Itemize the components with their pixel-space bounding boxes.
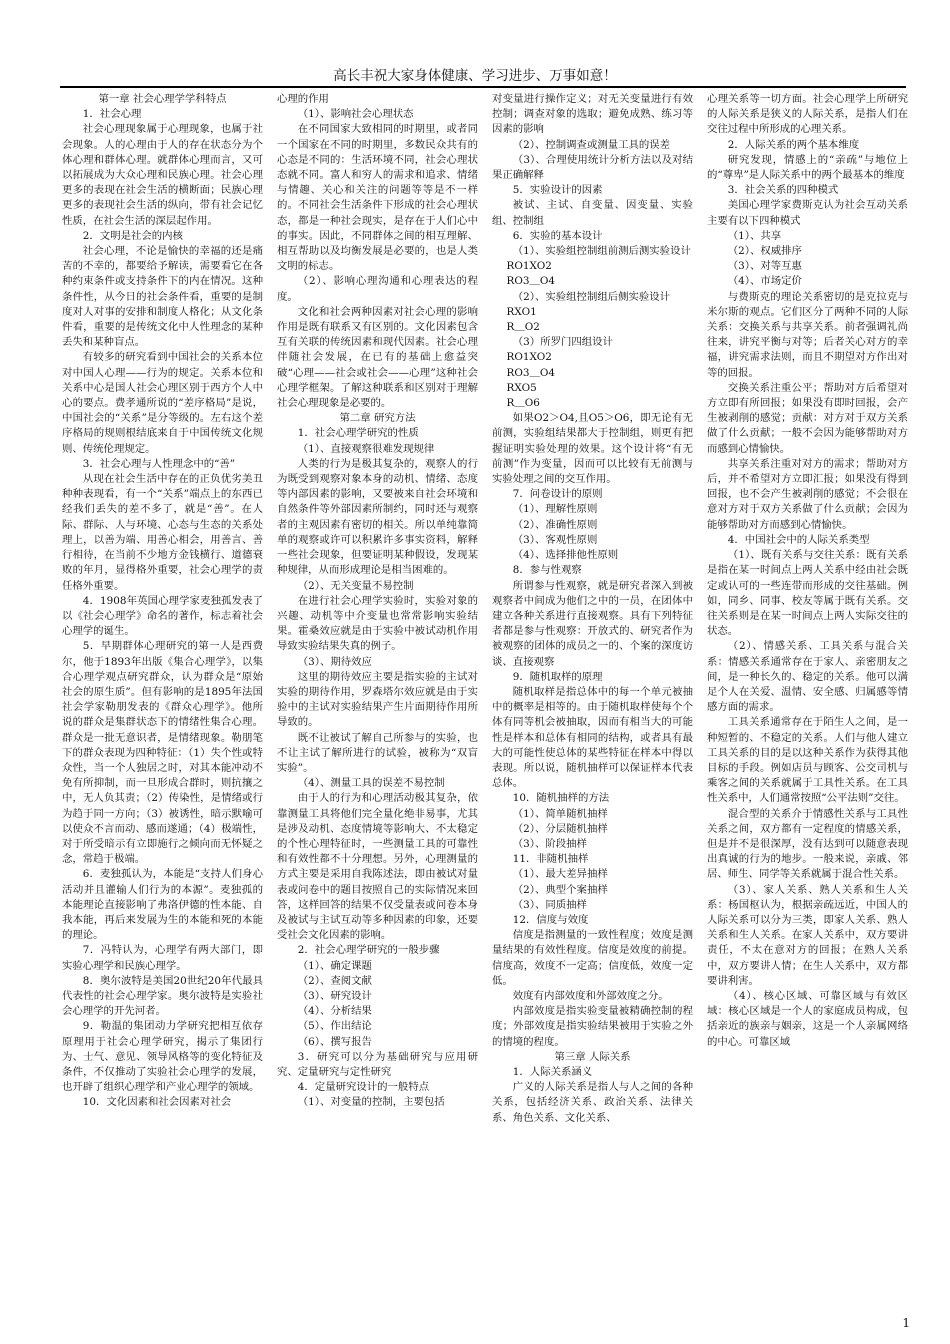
paragraph: （3）、合理使用统计分析方法以及对结果正确解释 [492,153,693,182]
paragraph: （3）、对等互惠 [727,260,802,273]
paragraph: （1）、对变量的控制，主要包括 [297,1096,445,1109]
paragraph: 1．社会心理学研究的性质 [297,427,419,440]
paragraph: 从现在社会生活中存在的正负优劣美丑种种表现看，有一个“关系”端点上的东西已经我们丢失的差不多了，就是“善”。在人际、群际、人与环境、心态与生态的关系处理上，以善为端、用善心相会，用善言、善行相待，在当前不少地方金钱横行、道德衰败的年月，显得格外重要，社会心理学的责任格外重要。 [62,473,263,592]
paragraph: 10．文化因素和社会因素对社会 [82,1096,232,1109]
paragraph: 2．人际关系的两个基本维度 [727,138,860,151]
chapter-heading: 第三章 人际关系 [554,1050,631,1063]
paragraph: R＿O6 [506,397,540,410]
paragraph: 所谓参与性观察，就是研究者深入到被观察者中间成为他们之中的一员，在团体中建立各种关系进行直接观察。具有下列特征者都是参与性观察：开放式的、研究者作为被观察的团体的成员之一的、个案的深度访谈、直接观察 [492,579,693,668]
paragraph: （2）、典型个案抽样 [512,883,608,896]
column-2 [277,92,478,1314]
paragraph: 心理的作用 [277,93,329,105]
paragraph: （3）、同质抽样 [512,898,587,911]
paragraph: 混合型的关系介于情感性关系与工具性关系之间，双方都有一定程度的情感关系，但是并不是很深厚，没有达到可以随意表现出真诚的行为的地步。一般来说，亲戚、邻居、师生、同学等关系就属于混合性关系。 [707,807,908,881]
paragraph: RO3＿O4 [506,275,556,288]
paragraph: （6）、撰写报告 [297,1035,372,1048]
paragraph: 美国心理学家费斯克认为社会互动关系主要有以下四种模式 [707,199,908,227]
paragraph: 既不让被试了解自己所参与的实验，也不让主试了解所进行的试验，被称为“双盲实验”。 [277,731,478,774]
paragraph: （3）、研究设计 [297,989,372,1002]
paragraph: （1）、确定课题 [297,959,372,972]
paragraph: （3）、阶段抽样 [512,837,587,850]
paragraph: （4）、选择排他性原则 [512,549,619,562]
paragraph: 心理关系等一切方面。社会心理学上所研究的人际关系是狭义的人际关系，是指人们在交往过程中所形成的心理关系。 [707,93,908,136]
paragraph: （4）、分析结果 [297,1005,372,1018]
paragraph: 1．社会心理 [82,108,142,121]
paragraph: 内部效度是指实验变量被精确控制的程度；外部效度是指实验结果被用于实验之外的情境的程度。 [492,1005,693,1048]
paragraph: 交换关系注重公平；帮助对方后希望对方立即有所回报；如果没有即时回报，会产生被剥削的感觉；贡献：对方对于双方关系做了什么贡献；一般不会因为能够帮助对方而感到心情愉快。 [707,381,908,455]
paragraph: 效度有内部效度和外部效度之分。 [512,989,669,1002]
paragraph: 被试、主试、自变量、因变量、实验组、控制组 [492,199,693,227]
paragraph: （3）、期待效应 [297,655,372,668]
paragraph: 2．社会心理学研究的一般步骤 [297,944,440,957]
paragraph: 在进行社会心理学实验时，实验对象的兴趣、动机等中介变量也常常影响实验结果。霍桑效应就是由于实验中被试动机作用导致实验结果失真的例子。 [277,594,478,653]
page-number: 1 [902,1316,910,1330]
paragraph: 6．实验的基本设计 [512,229,603,242]
paragraph: （1）、实验组控制组前测后测实验设计 [512,245,691,258]
paragraph: （2）、控制调查或测量工具的误差 [512,138,671,151]
paragraph: （2）、查阅文献 [297,974,372,987]
paragraph: 12．信度与效度 [512,913,589,926]
paragraph: 1．人际关系涵义 [512,1066,593,1078]
paragraph: 与费斯克的理论关系密切的是克拉克与米尔斯的观点。它们区分了两种不同的人际关系：交换关系与共享关系。前者强调礼尚往来，讲究平衡与对等；后者关心对方的幸福，讲究需求法则，而且不期望对方作出对等的回报。 [707,290,908,379]
paragraph: （1）、直接观察很难发现规律 [297,442,435,455]
paragraph: RXO1 [506,305,537,318]
paragraph: 研究发现，情感上的“亲疏”与地位上的“尊卑”是人际关系中的两个最基本的维度 [707,153,908,182]
paragraph: （2）、准确性原则 [512,518,598,531]
paragraph: 3．社会关系的四种模式 [727,184,839,197]
paragraph: RO1XO2 [506,351,552,364]
chapter-heading: 第一章 社会心理学学科特点 [98,93,227,105]
paragraph: 7．问卷设计的原则 [512,488,603,501]
paragraph: 9．勒温的集团动力学研究把相互依存原理用于社会心理学研究，揭示了集团行为、士气、意见、领导风格等的变化特征及条件，不仅推动了实验社会心理学的发展，也开辟了组织心理学和产业心理学的领域。 [62,1020,263,1094]
paragraph: 信度是指测量的一致性程度；效度是测量结果的有效性程度。信度是效度的前提。信度高，效度不一定高；信度低，效度一定低。 [492,929,693,987]
paragraph: R＿O2 [506,321,540,334]
paragraph: 对变量进行操作定义；对无关变量进行有效控制；调查对象的选取；避免成熟、练习等因素的影响 [492,93,693,136]
paragraph: （2）、权威排序 [727,245,802,258]
paragraph: 3．研究可以分为基础研究与应用研究、定量研究与定性研究 [277,1050,478,1078]
chapter-heading: 第二章 研究方法 [339,412,416,425]
paragraph: 7．冯特认为，心理学有两大部门，即实验心理学和民族心理学。 [62,944,263,972]
paragraph: 工具关系通常存在于陌生人之间，是一种短暂的、不稳定的关系。人们与他人建立工具关系的目的是以这种关系作为获得其他目标的手段。例如店员与顾客、公交司机与乘客之间的关系就属于工具性关系。在工具性关系中，人们通常按照“公平法则”交往。 [707,716,908,805]
paragraph: （2）、实验组控制组后侧实验设计 [512,290,671,303]
paragraph: 10．随机抽样的方法 [512,792,610,805]
paragraph: 广义的人际关系是指人与人之间的各种关系，包括经济关系、政治关系、法律关系、角色关系、文化关系、 [492,1081,693,1124]
paragraph: 11．非随机抽样 [512,853,589,866]
paragraph: 有较多的研究看到中国社会的关系本位对中国人心理——行为的规定。关系本位和关系中心是国人社会心理区别于西方个人中心的要点。费孝通所说的“差序格局”是说，中国社会的“关系”是分等级的。左右这个差序格局的规则根结底来自于中国传统文化规则、传统伦理规定。 [62,351,263,455]
paragraph: （3）所罗门四组设计 [512,336,613,349]
paragraph: 4．定量研究设计的一般特点 [297,1081,430,1094]
paragraph: 随机取样是指总体中的每一个单元被抽中的概率是相等的。由于随机取样使每个个体有同等机会被抽取，因而有相当大的可能性是样本和总体有相同的结构，或者具有最大的可能性使总体的某些特征在样本中得以表现。所以说，随机抽样可以保证样本代表总体。 [492,685,693,790]
page-header [0,64,950,84]
paragraph: （2）、分层随机抽样 [512,822,608,835]
paragraph: （1）、最大差异抽样 [512,868,608,881]
paragraph: RO1XO2 [506,260,552,273]
paragraph: 这里的期待效应主要是指实验的主试对实验的期待作用，罗森塔尔效应就是由于实验中的主试对实验结果产生片面期待作用所导致的。 [277,670,478,729]
paragraph: 人类的行为是极其复杂的，观察人的行为既受到观察对象本身的动机、情绪、态度等内部因素的影响，又要被来自社会环境和自然条件等外部因素所制约，同时还与观察者的主观因素有密切的相关。所以单纯靠简单的观察或许可以积累许多事实资料，解释一些社会现象，但要证明某种假设，发现某种规律，从而形成理论是相当困难的。 [277,457,478,577]
paragraph: （1）、简单随机抽样 [512,807,608,820]
paragraph: （4）、核心区域、可靠区域与有效区域：核心区域是一个人的家庭成员构成，包括亲近的族亲与姻亲，这是一个人亲属网络的中心。可靠区域 [707,989,908,1048]
paragraph: RO3＿O4 [506,366,556,379]
paragraph: RXO5 [506,381,537,394]
paragraph: （1）、共享 [727,229,782,242]
paragraph: 共享关系注重对对方的需求；帮助对方后，并不希望对方立即汇报；如果没有得到回报，也不会产生被剥削的感觉；不会很在意对方对于双方关系做了什么贡献；会因为能够帮助对方而感到心情愉快。 [707,457,908,531]
paragraph: 社会心理现象属于心理现象，也属于社会现象。人的心理由于人的存在状态分为个体心理和群体心理。就群体心理而言，又可以拓展成为大众心理和民族心理。社会心理更多的表现在社会生活的横断面；民族心理更多的表现社会生活的纵向，带有社会记忆性质，在社会生活的深层起作用。 [62,123,263,227]
paragraph: 4．中国社会中的人际关系类型 [727,533,870,546]
paragraph: 如果O2＞O4,且O5＞O6，即无论有无前测，实验组结果都大于控制组，则更有把握证明实验处理的效果。这个设计将“有无前测”作为变量，因而可以比较有无前测与实验处理之间的交互作用。 [492,412,693,486]
paragraph: 8．参与性观察 [512,564,582,577]
paragraph: 6．麦独孤认为，本能是“支持人们身心活动并且灌输人们行为的本源”。麦独孤的本能理论直接影响了弗洛伊德的性本能、自我本能，再后来发展为生的本能和死的本能的理论。 [62,868,263,942]
paragraph: （2）、无关变量不易控制 [297,579,414,592]
paragraph: （1）、理解性原则 [512,503,598,516]
paragraph: （3）、客观性原则 [512,533,598,546]
paragraph: 社会心理，不论是愉快的幸福的还是痛苦的不幸的，都要给予解读，需要看它在各种约束条件或支持条件下的内在情况。这种条件性，从今日的社会条件看，重要的是制度对人对事的安排和制度人格化；从文化条件看，重要的是传统文化中人性理念的某种丢失和某种盲点。 [62,245,263,349]
column-4 [707,92,908,1314]
paragraph: 2．文明是社会的内核 [82,229,183,242]
paragraph: 5．早期群体心理研究的第一人是西费尔，他于1893年出版《集合心理学》，以集合心理学观点研究群众，认为群众是“原始社会的原生质”。但有影响的是1895年法国社会学家勒朋发表的《群众心理学》。他所说的群众是集群状态下的情绪性集合心理。群众是一批无意识者，是情绪现象。勒朋笔下的群众表现为四种特征：（1）失个性或特众性，当一个人独居之时，对其本能冲动不免有所抑制，而一旦形成合群时，则抗攘之中，无人负其责；（2）传染性，是情绪或行为趋于同一方向；（3）被诱性，暗示默喻可以使众不言而动、感而遂通；（4）极端性，对于所受暗示有立即施行之倾向而无怀疑之念，常趋于极端。 [62,640,263,866]
paragraph: （3）、家人关系、熟人关系和生人关系：杨国枢认为，根据亲疏远近，中国人的人际关系可以分为三类，即家人关系、熟人关系和生人关系。在家人关系中，双方要讲责任，不太在意对方的回报；在熟人关系中，双方要讲人情；在生人关系中，双方都要讲利害。 [707,883,908,987]
paragraph: （1）、既有关系与交往关系：既有关系是指在某一时间点上两人关系中经由社会既定或认可的一些连带而形成的交往基础。例如，同乡、同事、校友等属于既有关系。交往关系则是在某一时间点上两人实际交往的状态。 [707,549,908,638]
header-slogan: 高长丰祝大家身体健康、学习进步、万事如意！ [333,68,617,84]
text-columns [62,92,908,1314]
paragraph: （4）、测量工具的误差不易控制 [297,777,445,790]
paragraph: （2）、情感关系、工具关系与混合关系：情感关系通常存在于家人、亲密朋友之间，是一种长久的、稳定的关系。他可以满足个人在关爱、温情、安全感、归属感等情感方面的需求。 [707,640,908,714]
header-rule [60,86,906,88]
paragraph: （4）、市场定价 [727,275,802,288]
paragraph: 3．社会心理与人性理念中的“善” [82,457,236,470]
paragraph: 由于人的行为和心理活动极其复杂，依靠测量工具将他们完全量化绝非易事，尤其是涉及动机、态度情境等影响大、不太稳定的个性心理特征时，一些测量工具的可靠性和有效性都不十分理想。另外，心理测量的方式主要是采用自我陈述法，即由被试对量表或问卷中的题目按照自己的实际情况来回答，这样回答的结果不仅受量表或问卷本身及被试与主试互动等多种因素的印象，还要受社会文化因素的影响。 [277,792,478,942]
paragraph: 9．随机取样的原理 [512,670,603,683]
paragraph: 在不同国家大致相同的时期里，或者同一个国家在不同的时期里，多数民众共有的心态是不同的：生活环境不同，社会心理状态就不同。富人和穷人的需求和追求、情绪与情趣、关心和关注的问题等等是不一样的。不同社会生活条件下形成的社会心理状态，都是一种社会现实，是存在于人们心中的事实。因此，不同群体之间的相互理解、相互帮助以及均衡发展是必要的，也是人类文明的标志。 [277,123,478,273]
column-1 [62,92,263,1314]
paragraph: 5．实验设计的因素 [512,184,603,197]
paragraph: 8．奥尔波特是美国20世纪20年代最具代表性的社会心理学家。奥尔波特是实验社会心理学的开先河者。 [62,974,263,1018]
paragraph: （5）、作出结论 [297,1020,372,1033]
paragraph: 文化和社会两种因素对社会心理的影响作用是既有联系又有区别的。文化因素包含互有关联的传统因素和现代因素。社会心理伴随社会发展，在已有的基础上愈益突破“心理——社会或社会——心理”这种社会心理学框架。了解这种联系和区别对于理解社会心理现象是必要的。 [277,305,478,410]
paragraph: （1）、影响社会心理状态 [297,108,414,121]
paragraph: 4．1908年英国心理学家麦独孤发表了以《社会心理学》命名的著作，标志着社会心理学的诞生。 [62,594,263,638]
column-3 [492,92,693,1314]
paragraph: （2）、影响心理沟通和心理表达的程度。 [277,275,478,303]
